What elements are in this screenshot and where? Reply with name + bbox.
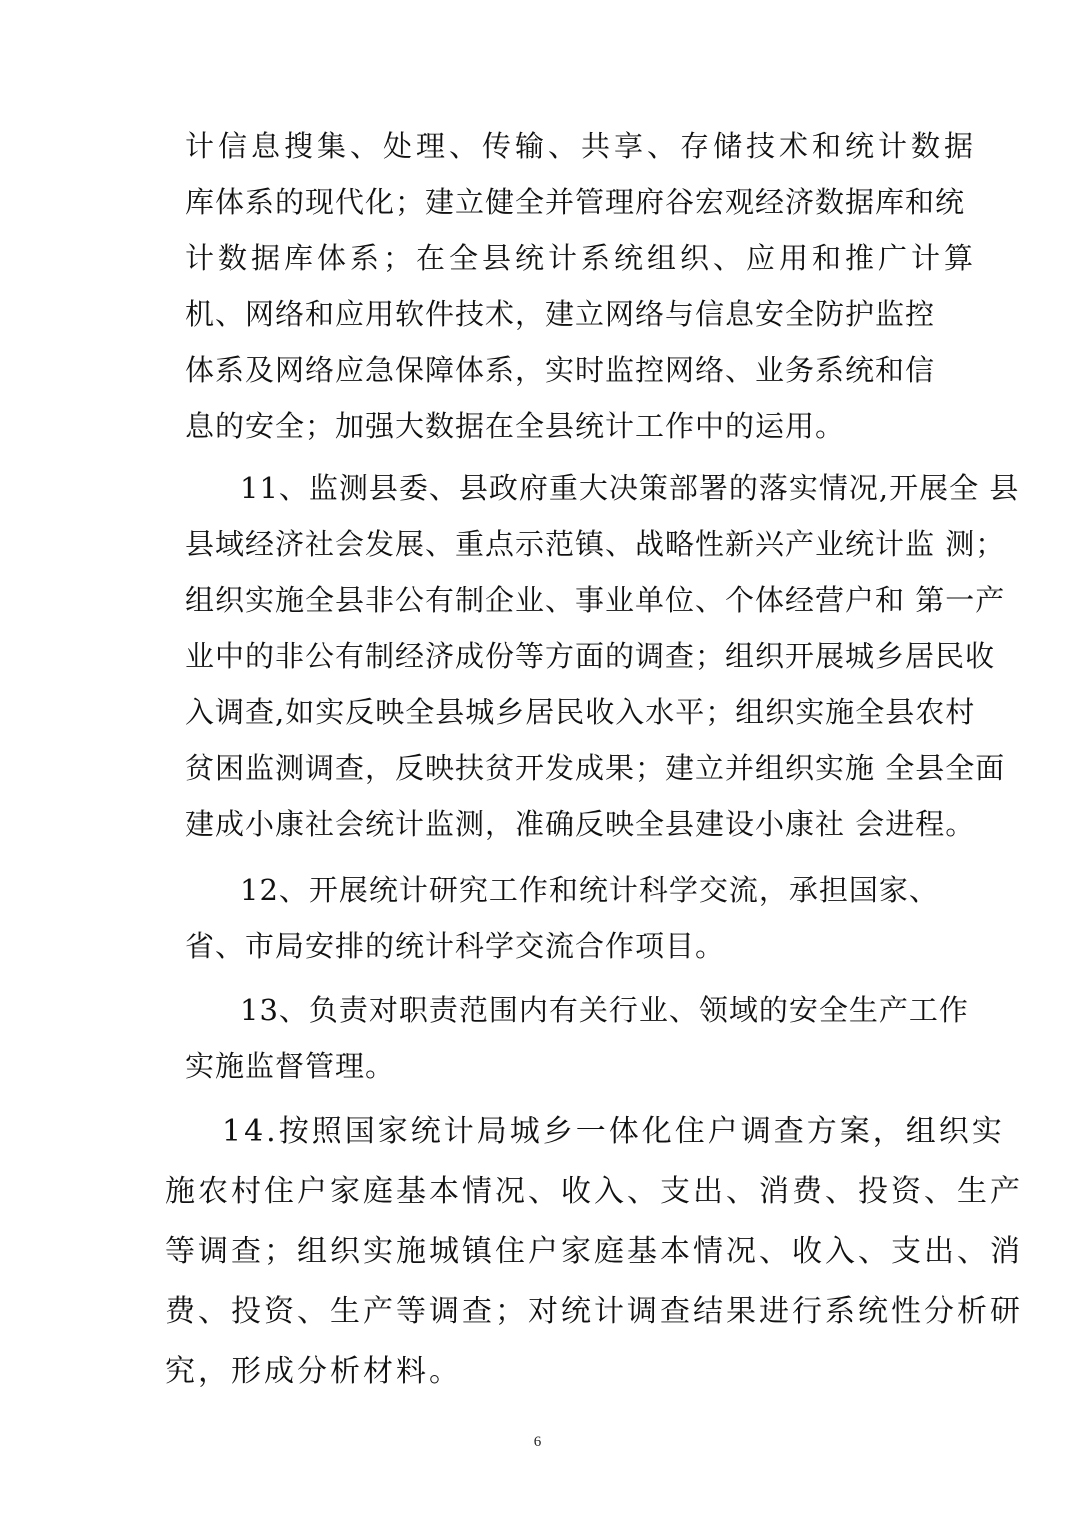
paragraph-11-first-line: 11、监测县委、县政府重大决策部署的落实情况,开展全 县	[240, 471, 1020, 505]
text-line: 实施监督管理。	[185, 1049, 396, 1083]
paragraph-12-first-line: 12、开展统计研究工作和统计科学交流，承担国家、	[240, 873, 939, 907]
text-line: 贫困监测调查，反映扶贫开发成果；建立并组织实施 全县全面	[185, 751, 1006, 785]
text-line: 计数据库体系；在全县统计系统组织、应用和推广计算	[185, 241, 978, 275]
text-line: 建成小康社会统计监测，准确反映全县建设小康社 会进程。	[185, 807, 976, 841]
paragraph-14-first-line: 14.按照国家统计局城乡一体化住户调查方案，组织实	[222, 1114, 1005, 1149]
page-number: 6	[533, 1434, 542, 1450]
paragraph-13-first-line: 13、负责对职责范围内有关行业、领域的安全生产工作	[240, 993, 969, 1027]
text-line: 机、网络和应用软件技术，建立网络与信息安全防护监控	[185, 297, 936, 331]
text-line: 等调查；组织实施城镇住户家庭基本情况、收入、支出、消	[165, 1234, 1023, 1269]
text-line: 省、市局安排的统计科学交流合作项目。	[185, 929, 726, 963]
text-line: 息的安全；加强大数据在全县统计工作中的运用。	[185, 409, 846, 443]
text-line: 究，形成分析材料。	[165, 1354, 462, 1389]
text-line: 县域经济社会发展、重点示范镇、战略性新兴产业统计监 测；	[185, 527, 1006, 561]
text-line: 入调查,如实反映全县城乡居民收入水平；组织实施全县农村	[185, 695, 976, 729]
text-line: 业中的非公有制经济成份等方面的调查；组织开展城乡居民收	[185, 639, 996, 673]
text-line: 库体系的现代化；建立健全并管理府谷宏观经济数据库和统	[185, 185, 966, 219]
text-line: 体系及网络应急保障体系，实时监控网络、业务系统和信	[185, 353, 936, 387]
text-line: 费、投资、生产等调查；对统计调查结果进行系统性分析研	[165, 1294, 1023, 1329]
text-line: 施农村住户家庭基本情况、收入、支出、消费、投资、生产	[165, 1174, 1023, 1209]
text-line: 组织实施全县非公有制企业、事业单位、个体经营户和 第一产	[185, 583, 1006, 617]
text-line: 计信息搜集、处理、传输、共享、存储技术和统计数据	[185, 129, 978, 163]
